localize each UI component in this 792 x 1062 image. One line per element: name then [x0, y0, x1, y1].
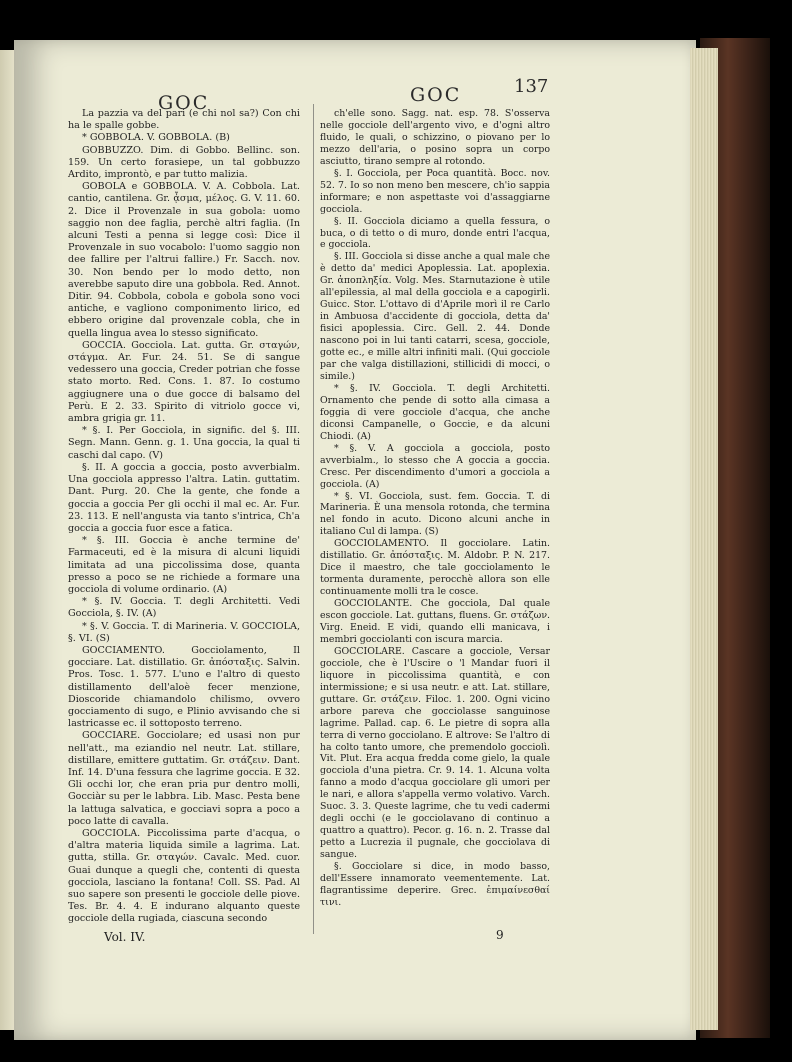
- dictionary-entry: La pazzia va del pari (e chi nol sa?) Con chi ha le spalle gobbe.: [68, 108, 300, 132]
- right-column: [320, 108, 550, 909]
- dictionary-entry: GOCCIOLANTE. Che gocciola, Dal quale escon gocciole. Lat. guttans, fluens. Gr. στάζων. Virg. Eneid. E vidi, quando elli manicava, i membri gocciolanti con iscura marcia.: [320, 598, 550, 645]
- running-head-right: GOC: [410, 84, 462, 106]
- dictionary-entry: §. Gocciolare si dice, in modo basso, dell'Essere innamorato veementemente. Lat. flagrantissime deperire. Grec. ἐπιμαίνεσθαί τινι.: [320, 861, 550, 908]
- dictionary-entry: §. III. Gocciola si disse anche a qual male che è detto da' medici Apoplessia. Lat. apoplexia. Gr. ἀποπληξία. Volg. Mes. Starnutazione è utile all'epilessia, al mal della gocciola e a capogirli. Guicc. Stor. L'ottavo di d'Aprile morì il re Carlo in Ambuosa d'accidente di gocciola, detta da' fisici apoplessia. Circ. Gell. 2. 44. Donde nascono poi in lui tanti catarri, scesa, gocciole, gotte ec., e mille altri infiniti mali. (Qui gocciole par che valga distillazioni, stillicidi di mocci, o simile.): [320, 251, 550, 382]
- left-column: [68, 108, 300, 926]
- signature-mark: 9: [496, 928, 504, 942]
- dictionary-entry: GOCCIA. Gocciola. Lat. gutta. Gr. σταγών, στάγμα. Ar. Fur. 24. 51. Se di sangue vedessero una goccia, Creder potrian che fosse stato morto. Red. Cons. 1. 87. Io costumo aggiugnere una o due gocce di balsamo del Perù. E 2. 33. Spirito di vitriolo gocce vi, ambra grigia gr. 11.: [68, 339, 300, 425]
- dictionary-entry: GOCCIAMENTO. Gocciolamento, Il gocciare. Lat. distillatio. Gr. ἀπόσταξις. Salvin. Pros. Tosc. 1. 577. L'uno e l'altro di questo distillamento dell'aloè fecer menzione, Dioscoride chiamandolo chilismo, ovvero gocciamento di sugo, e Plinio avvisando che si lastricasse ec. il sottoposto terreno.: [68, 644, 300, 730]
- dictionary-entry: GOCCIOLAMENTO. Il gocciolare. Latin. distillatio. Gr. ἀπόσταξις. M. Aldobr. P. N. 217. Dice il maestro, che tale gocciolamento le tormenta duramente, perocchè allora son elle continuamente molli tra le cosce.: [320, 538, 550, 598]
- previous-page-edge: [0, 50, 14, 1030]
- column-divider: [313, 104, 314, 934]
- dictionary-entry: §. II. Gocciola diciamo a quella fessura, o buca, o di tetto o di muro, donde entri l'acqua, e gocciola.: [320, 215, 550, 251]
- dictionary-entry: * §. IV. Goccia. T. degli Architetti. Vedi Gocciola, §. IV. (A): [68, 596, 300, 620]
- page-stack-edge: [690, 48, 718, 1030]
- dictionary-entry: * §. V. A gocciola a gocciola, posto avverbialm., lo stesso che A goccia a goccia. Cresc. Per discendimento d'umori a gocciola a gocciola. (A): [320, 442, 550, 490]
- dictionary-entry: * §. V. Goccia. T. di Marineria. V. GOCCIOLA, §. VI. (S): [68, 620, 300, 644]
- dictionary-entry: GOCCIOLARE. Cascare a gocciole, Versar gocciole, che è l'Uscire o 'l Mandar fuori il liquore in piccolissima quantità, e con intermissione; e si usa neutr. e att. Lat. stillare, guttare. Gr. στάζειν. Filoc. 1. 200. Ogni vicino arbore pareva che gocciolasse sanguinose lagrime. Pallad. cap. 6. Le pietre di sopra alla terra di verno gocciolano. E altrove: Se l'altro di ha colto tanto umore, che premendolo gocciolì. Vit. Plut. Era acqua fredda come gielo, la quale gocciola d'una pietra. Cr. 9. 14. 1. Alcuna volta fanno a modo d'acqua gocciolare gli umori per le nari, e allora s'appella vermo volativo. Varch. Suoc. 3. 3. Queste lagrime, che tu vedi cadermi degli occhi (e le gocciolavano di continuo a quattro a quattro). Pecor. g. 16. n. 2. Trasse dal petto a Lucrezia il pugnale, che gocciolava di sangue.: [320, 645, 550, 861]
- volume-label: Vol. IV.: [104, 930, 146, 944]
- dictionary-entry: GOCCIARE. Gocciolare; ed usasi non pur nell'att., ma eziandio nel neutr. Lat. stillare, distillare, emittere guttatim. Gr. στάζειν. Dant. Inf. 14. D'una fessura che lagrime goccia. E 32. Gli occhi lor, che eran pria pur dentro molli, Gocciàr su per le labbra. Lib. Masc. Pesta bene la lattuga salvatica, e gocciavi sopra a poco a poco latte di cavalla.: [68, 730, 300, 827]
- dictionary-entry: GOBBUZZO. Dim. di Gobbo. Bellinc. son. 159. Un certo forasiepe, un tal gobbuzzo Ardito, improntò, e par tutto malizia.: [68, 144, 300, 181]
- dictionary-entry: §. II. A goccia a goccia, posto avverbialm. Una gocciola appresso l'altra. Latin. guttatim. Dant. Purg. 20. Che la gente, che fonde a goccia a goccia Per gli occhi il mal ec. Ar. Fur. 23. 113. E nell'angusta via tanto s'intrica, Ch'a goccia a goccia fuor esce a fatica.: [68, 461, 300, 534]
- dictionary-entry: §. I. Gocciola, per Poca quantità. Bocc. nov. 52. 7. Io so non meno ben mescere, ch'io sappia informare; e non aspettaste voi d'assaggiarne gocciola.: [320, 167, 550, 215]
- dictionary-entry: * §. III. Goccia è anche termine de' Farmaceuti, ed è la misura di alcuni liquidi limitata ad una piccolissima dose, quanta presso a poco se ne richiede a formare una gocciola di volume ordinario. (A): [68, 535, 300, 595]
- dictionary-entry: * GOBBOLA. V. GOBBOLA. (B): [82, 132, 230, 144]
- dictionary-entry: GOCCIOLA. Piccolissima parte d'acqua, o d'altra materia liquida simile a lagrima. Lat. gutta, stilla. Gr. σταγών. Cavalc. Med. cuor. Guai dunque a quegli che, contenti di questa gocciola, lasciano la fontana! Coll. SS. Pad. Al suo sapere son presenti le gocciole delle piove. Tes. Br. 4. 4. E indurano alquanto queste gocciole della rugiada, ciascuna secondo: [68, 827, 300, 925]
- dictionary-entry: GOBOLA e GOBBOLA. V. A. Cobbola. Lat. cantio, cantilena. Gr. ᾆσμα, μέλος. G. V. 11. 60. 2. Dice il Provenzale in sua gobola: uomo saggio non dee faglia, perchè altri faglia. (In alcuni Testi a penna si legge così: Dice il Provenzale in suo vocabolo: l'uomo saggio non dee fallire per l'altrui fallire.) Fr. Sacch. nov. 30. Non bendo per lo modo detto, non averebbe saputo dire una gobbola. Red. Annot. Ditir. 94. Cobbola, cobola e gobola sono voci antiche, e vagliono componimento lirico, ed ebbero origine dal provenzale cobla, che in quella lingua avea lo stesso significato.: [68, 181, 300, 339]
- page-number: 137: [514, 76, 549, 97]
- dictionary-entry: * §. I. Per Gocciola, in signific. del §. III. Segn. Mann. Genn. g. 1. Una goccia, la qual ti caschi dal capo. (V): [68, 425, 300, 461]
- dictionary-entry: ch'elle sono. Sagg. nat. esp. 78. S'osserva nelle gocciole dell'argento vivo, e d'ogni altro fluido, le quali, o schizzino, o piovano per lo mezzo dell'aria, o posino sopra un corpo asciutto, tirano sempre al rotondo.: [320, 108, 550, 167]
- running-head-left: GOC: [158, 92, 210, 114]
- dictionary-entry: * §. IV. Gocciola. T. degli Architetti. Ornamento che pende di sotto alla cimasa a foggia di vere gocciole d'acqua, che anche diconsi Campanelle, o Goccie, e da alcuni Chiodi. (A): [320, 382, 550, 442]
- dictionary-entry: * §. VI. Gocciola, sust. fem. Goccia. T. di Marineria. È una mensola rotonda, che termina nel fondo in acuto. Dicono alcuni anche in italiano Cul di lampa. (S): [320, 490, 550, 538]
